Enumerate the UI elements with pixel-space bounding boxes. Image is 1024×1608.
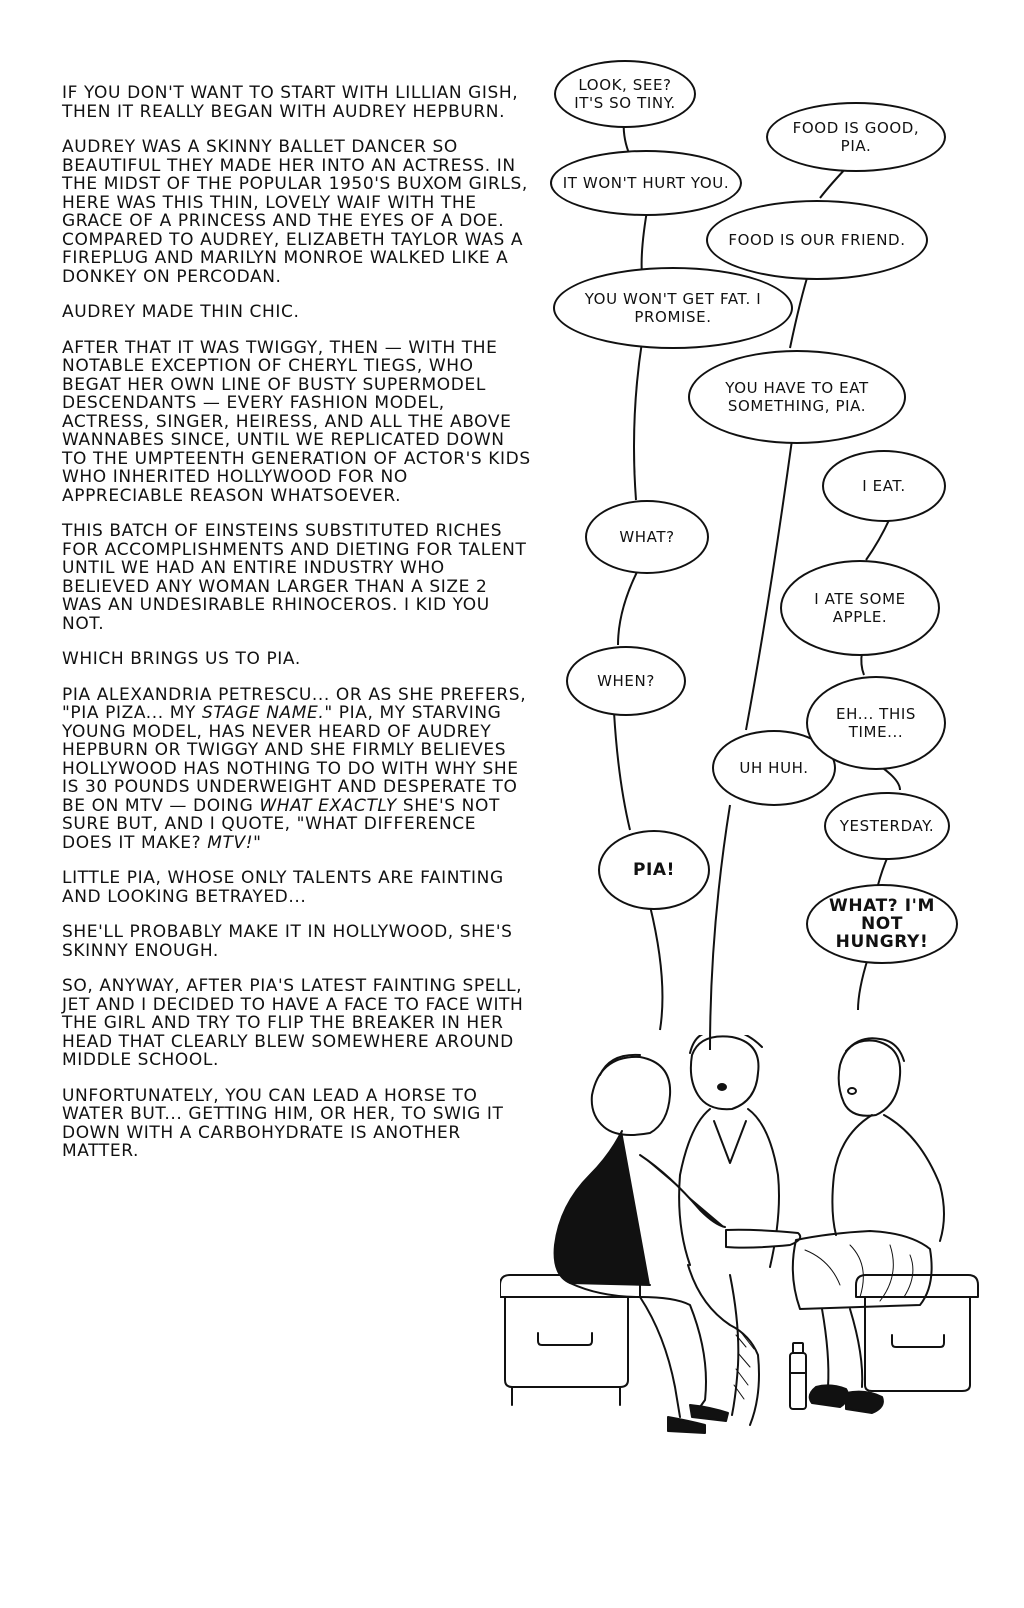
pia-intro-text: " PIA, MY STARVING YOUNG MODEL, HAS NEVER HEARD OF AUDREY HEPBURN OR TWIGGY AND SHE FIRMLY BELIEVES HOLLYWOOD HAS NOTHING TO DO WITH WHY SHE IS 30 POUNDS UNDERWEIGHT AND DESPERATE TO BE ON MTV — DOING [62,703,519,816]
balloon-text: UH HUH. [739,759,809,777]
narrative-paragraph: IF YOU DON'T WANT TO START WITH LILLIAN GISH, THEN IT REALLY BEGAN WITH AUDREY HEPBURN. [62,83,519,122]
mtv-emphasis: MTV! [207,832,254,853]
balloon-tail [618,570,638,645]
balloon-text: YESTERDAY. [839,817,935,835]
balloon-tail [858,958,868,1010]
speech-balloon [688,350,906,444]
stage-name-emphasis: STAGE NAME. [202,703,325,723]
water-bottle [790,1343,806,1409]
pia-intro-text: PIA ALEXANDRIA PETRESCU... OR AS SHE PREFERS, "PIA PIZA... MY [62,684,527,723]
right-girl [793,1038,944,1413]
speech-balloon [598,830,710,910]
pia-intro-text: " [253,832,262,853]
speech-balloon [824,792,950,860]
pia-intro-text: SHE'S NOT SURE BUT, AND I QUOTE, "WHAT DIFFERENCE DOES IT MAKE? [62,795,500,853]
balloon-tail [614,712,630,830]
balloon-tail [746,440,792,730]
left-girl [555,1055,728,1433]
speech-balloon [550,150,742,216]
balloon-text: I EAT. [862,477,906,495]
balloon-text: YOU HAVE TO EAT SOMETHING, PIA. [725,379,869,415]
narrative-paragraph: SO, ANYWAY, AFTER PIA'S LATEST FAINTING SPELL, JET AND I DECIDED TO HAVE A FACE TO FACE WITH THE GIRL AND TRY TO FLIP THE BREAKER IN HER HEAD THAT CLEARLY BLEW SOMEWHERE AROUND MIDDLE SCHOOL. [62,976,524,1070]
balloon-text: IT WON'T HURT YOU. [562,174,730,192]
balloon-text: FOOD IS OUR FRIEND. [728,231,906,249]
balloon-text: YOU WON'T GET FAT. I PROMISE. [584,290,762,326]
three-girls-illustration [500,1035,980,1455]
left-bench [500,1275,640,1405]
balloon-text: I ATE SOME APPLE. [814,590,906,626]
speech-balloon [780,560,940,656]
narrative-paragraph: SHE'LL PROBABLY MAKE IT IN HOLLYWOOD, SHE'S SKINNY ENOUGH. [62,922,513,961]
balloon-tail [790,268,810,348]
balloon-text: WHAT? I'M NOT HUNGRY! [828,896,936,952]
balloon-text: PIA! [632,860,676,880]
balloon-text: EH... THIS TIME... [836,705,916,741]
speech-balloon [585,500,709,574]
narrative-paragraph: THIS BATCH OF EINSTEINS SUBSTITUTED RICHES FOR ACCOMPLISHMENTS AND DIETING FOR TALENT UNTIL WE HAD AN ENTIRE INDUSTRY WHO BELIEVED ANY WOMAN LARGER THAN A SIZE 2 WAS AN UNDESIRABLE RHINOCEROS. I KID YOU NOT. [62,521,527,634]
balloon-tail [878,856,888,885]
balloon-tail [634,342,642,500]
what-exactly-emphasis: WHAT EXACTLY [259,795,397,816]
right-bench [856,1275,978,1391]
balloon-text: WHAT? [619,528,675,546]
balloon-tail [866,518,890,560]
balloon-tail [710,805,730,1050]
speech-balloon [806,884,958,964]
speech-balloon [566,646,686,716]
speech-balloon [553,267,793,349]
balloon-text: WHEN? [597,672,655,690]
speech-balloon [806,676,946,770]
narrative-paragraph: WHICH BRINGS US TO PIA. [62,649,301,669]
balloon-tail [650,906,662,1030]
speech-balloon [822,450,946,522]
balloon-text: FOOD IS GOOD, PIA. [792,119,920,155]
balloon-text: LOOK, SEE? IT'S SO TINY. [574,76,676,112]
narrative-paragraph: UNFORTUNATELY, YOU CAN LEAD A HORSE TO WATER BUT... GETTING HIM, OR HER, TO SWIG IT DOWN WITH A CARBOHYDRATE IS ANOTHER MATTER. [62,1085,504,1161]
speech-balloon [554,60,696,128]
narrative-paragraph: AUDREY MADE THIN CHIC. [62,302,300,322]
speech-balloon [706,200,928,280]
narrative-paragraph: AFTER THAT IT WAS TWIGGY, THEN — WITH THE NOTABLE EXCEPTION OF CHERYL TIEGS, WHO BEGAT HER OWN LINE OF BUSTY SUPERMODEL DESCENDANTS — EVERY FASHION MODEL, ACTRESS, SINGER, HEIRESS, AND ALL THE ABOVE WANNABES SINCE, UNTIL WE REPLICATED DOWN TO THE UMPTEENTH GENERATION OF ACTOR'S KIDS WHO INHERITED HOLLYWOOD FOR NO APPRECIABLE REASON WHATSOEVER. [62,337,531,506]
narrative-paragraph: LITTLE PIA, WHOSE ONLY TALENTS ARE FAINTING AND LOOKING BETRAYED... [62,868,504,907]
middle-girl [679,1035,800,1425]
narrative-paragraph: AUDREY WAS A SKINNY BALLET DANCER SO BEAUTIFUL THEY MADE HER INTO AN ACTRESS. IN THE MIDST OF THE POPULAR 1950'S BUXOM GIRLS, HERE WAS THIS THIN, LOVELY WAIF WITH THE GRACE OF A PRINCESS AND THE EYES OF A DOE. COMPARED TO AUDREY, ELIZABETH TAYLOR WAS A FIREPLUG AND MARILYN MONROE WALKED LIKE A DONKEY ON PERCODAN. [62,137,528,287]
speech-balloon [766,102,946,172]
